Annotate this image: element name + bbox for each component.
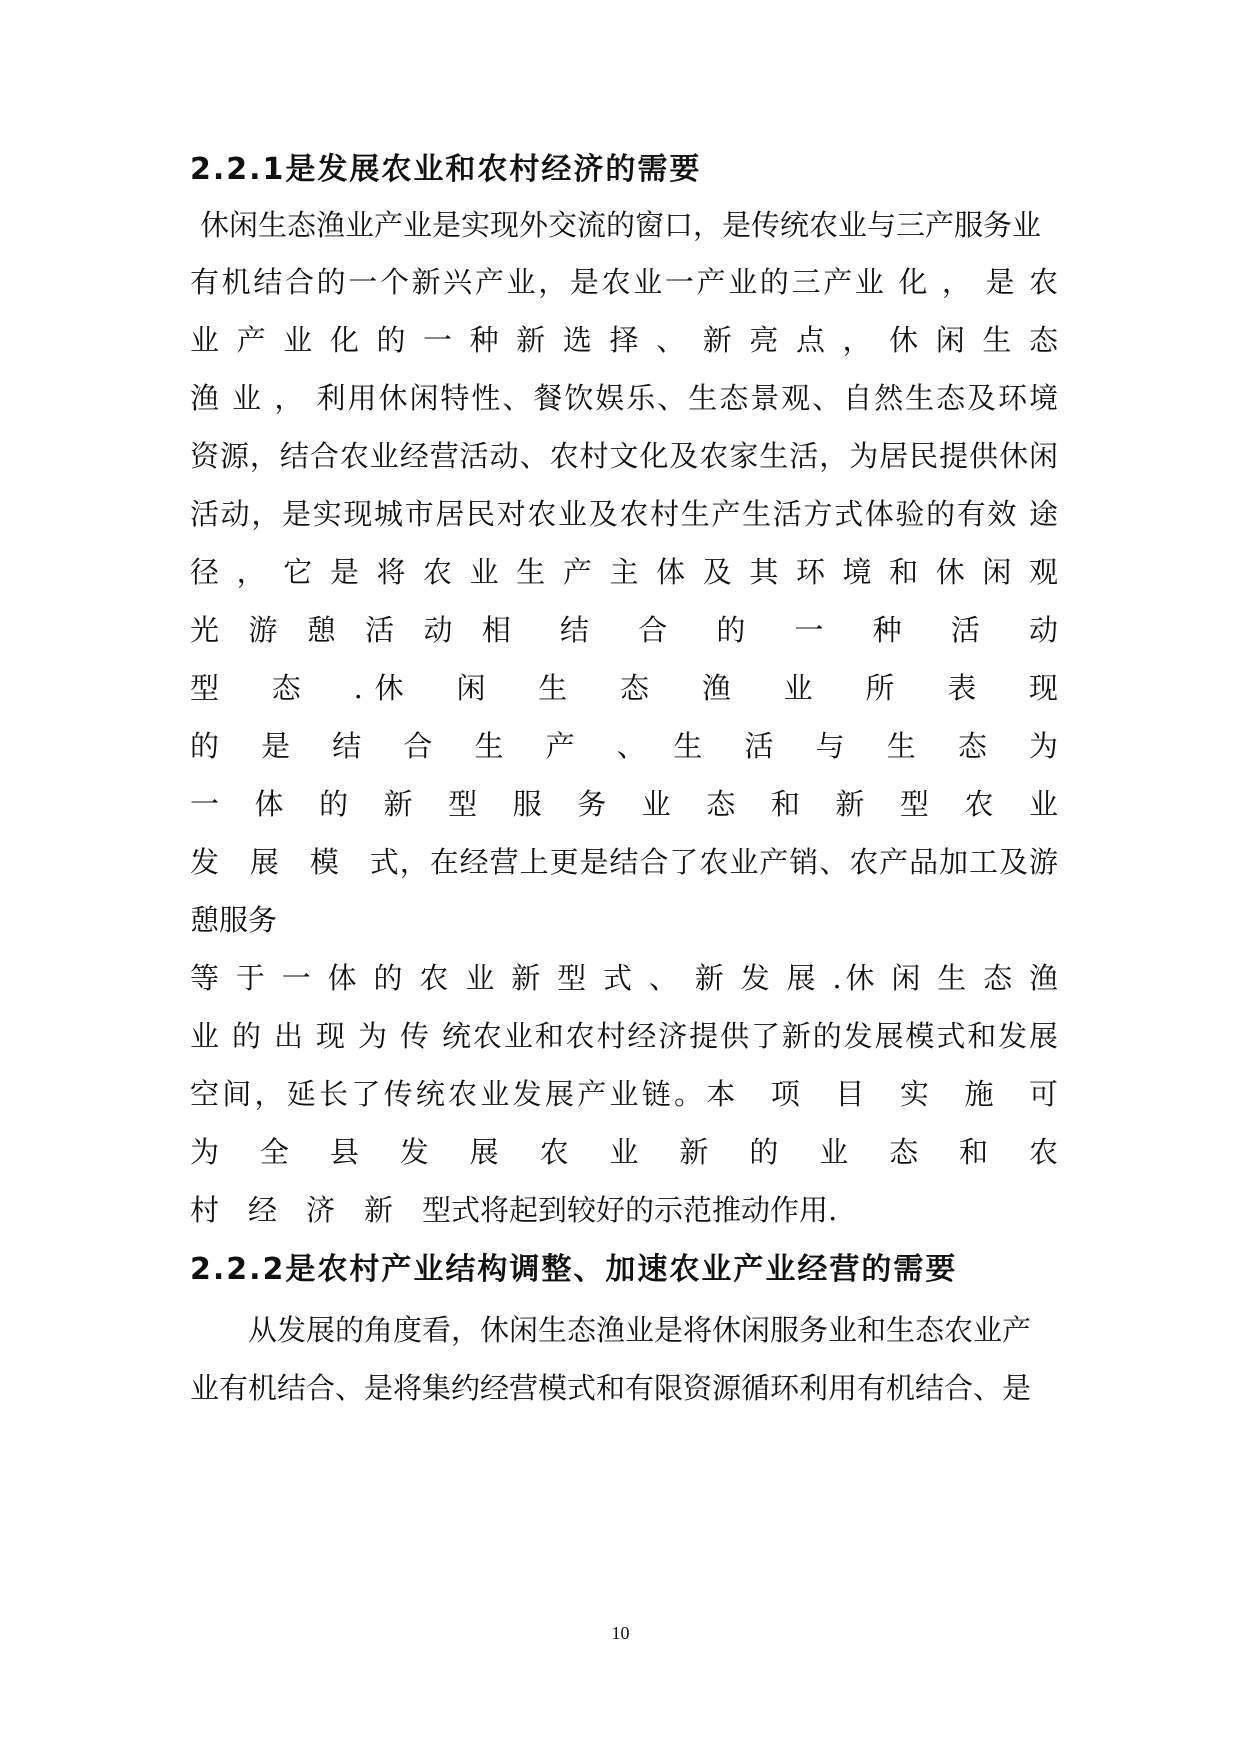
paragraph-line: 空间，延长了传统农业发展产业链。本 项 目 实 施 可 bbox=[190, 1077, 1058, 1111]
paragraph-line: 憩服务 bbox=[190, 903, 278, 937]
paragraph-line: 光 游 憩 活 动 相 结 合 的 一 种 活 动 bbox=[190, 613, 1058, 647]
paragraph-line: 径 ， 它 是 将 农 业 生 产 主 体 及 其 环 境 和 休 闲 观 bbox=[190, 555, 1058, 589]
section-heading-2-2-2: 2.2.2是农村产业结构调整、加速农业产业经营的需要 bbox=[190, 1252, 958, 1287]
paragraph-line: 从发展的角度看，休闲生态渔业是将休闲服务业和生态农业产 bbox=[248, 1313, 1032, 1347]
paragraph-line: 休闲生态渔业产业是实现外交流的窗口，是传统农业与三产服务业 bbox=[200, 208, 1042, 242]
paragraph-line: 业 的 出 现 为 传 统农业和农村经济提供了新的发展模式和发展 bbox=[190, 1019, 1058, 1053]
paragraph-line: 渔 业 ， 利用休闲特性、餐饮娱乐、生态景观、自然生态及环境 bbox=[190, 381, 1058, 415]
paragraph-line: 资源，结合农业经营活动、农村文化及农家生活，为居民提供休闲 bbox=[190, 439, 1058, 473]
section-heading-2-2-1: 2.2.1是发展农业和农村经济的需要 bbox=[190, 152, 702, 187]
paragraph-line: 等 于 一 体 的 农 业 新 型 式 、 新 发 展 .休 闲 生 态 渔 bbox=[190, 961, 1058, 995]
paragraph-line: 业有机结合、是将集约经营模式和有限资源循环利用有机结合、是 bbox=[190, 1371, 1032, 1405]
paragraph-line: 活动，是实现城市居民对农业及农村生产生活方式体验的有效 途 bbox=[190, 497, 1058, 531]
paragraph-line: 的 是 结 合 生 产 、 生 活 与 生 态 为 bbox=[190, 729, 1058, 763]
paragraph-line: 型 态 .休 闲 生 态 渔 业 所 表 现 bbox=[190, 671, 1058, 705]
page-number: 10 bbox=[611, 1623, 630, 1643]
paragraph-line: 发 展 模 式，在经营上更是结合了农业产销、农产品加工及游 bbox=[190, 845, 1058, 879]
paragraph-line: 为 全 县 发 展 农 业 新 的 业 态 和 农 bbox=[190, 1135, 1058, 1169]
paragraph-line: 一 体 的 新 型 服 务 业 态 和 新 型 农 业 bbox=[190, 787, 1058, 821]
paragraph-line: 有机结合的一个新兴产业，是农业一产业的三产业 化 ， 是 农 bbox=[190, 265, 1058, 299]
paragraph-line: 村 经 济 新 型式将起到较好的示范推动作用. bbox=[190, 1193, 838, 1227]
paragraph-line: 业 产 业 化 的 一 种 新 选 择 、 新 亮 点 ， 休 闲 生 态 bbox=[190, 323, 1058, 357]
